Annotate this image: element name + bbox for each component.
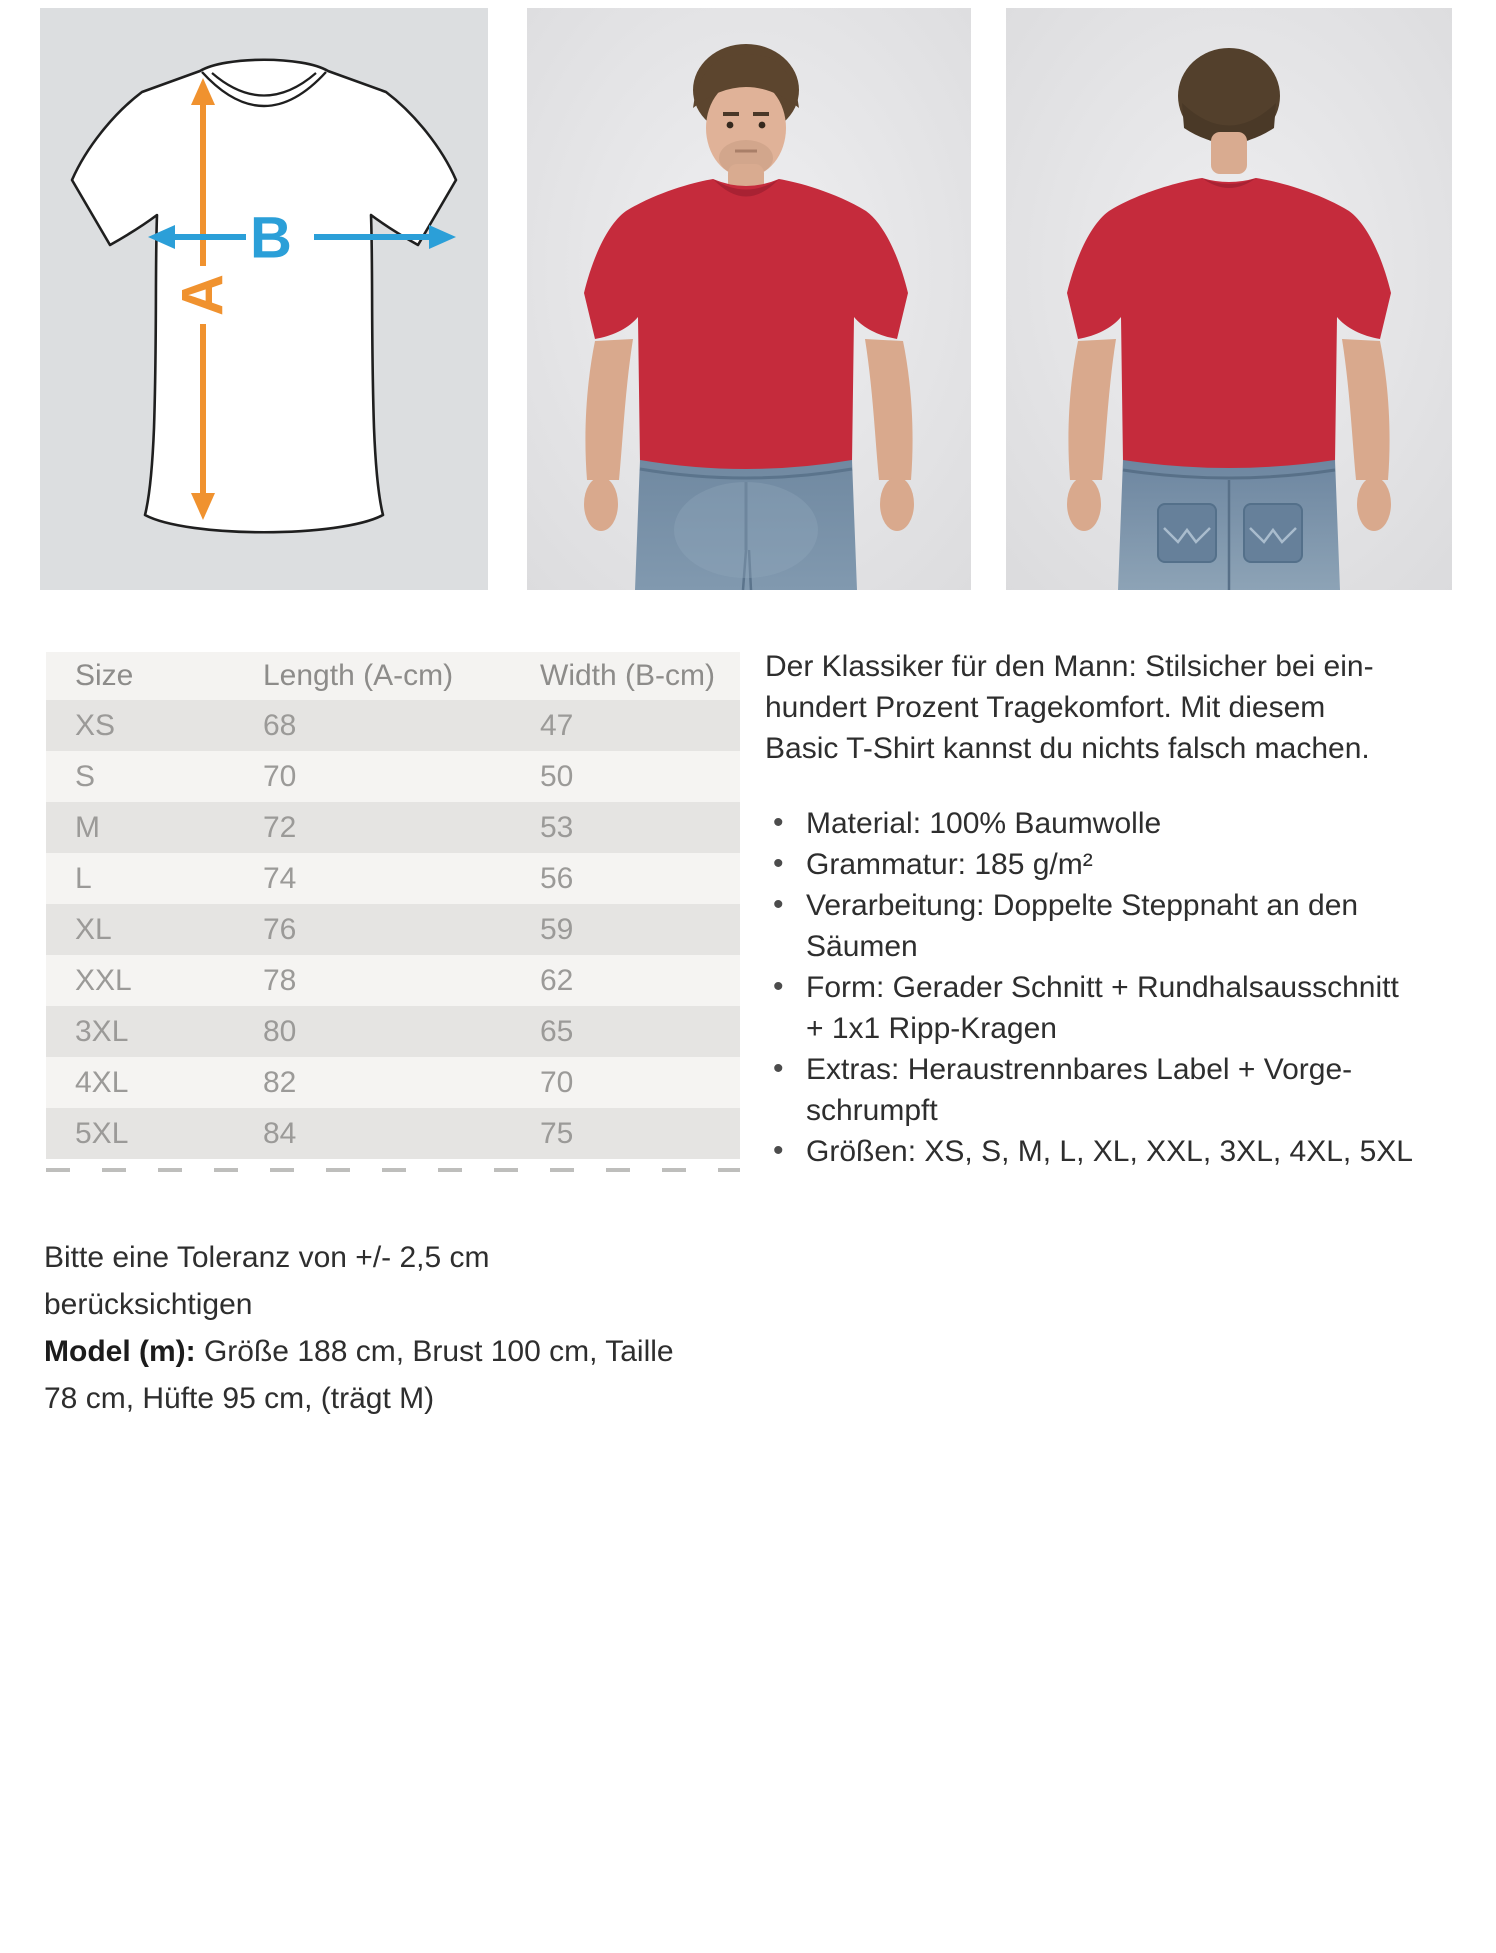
size-diagram-drawing [40, 8, 488, 590]
size-diagram [40, 8, 488, 590]
bullet-icon: • [773, 806, 784, 839]
measurement-notes [44, 1234, 684, 1422]
feature-form: • Form: Gerader Schnitt + Rundhalsausschnitt + 1x1 Ripp-Kragen [765, 967, 1415, 1049]
table-row-s: S 70 50 [46, 751, 740, 802]
description-intro [765, 646, 1415, 769]
feature-material: • Material: 100% Baumwolle [765, 803, 1415, 844]
label-b: B [250, 205, 292, 271]
jeans-pocket-right [1244, 504, 1302, 562]
table-row-5xl: 5XL 84 75 [46, 1108, 740, 1159]
bullet-icon: • [773, 970, 784, 1003]
feature-groessen: • Größen: XS, S, M, L, XL, XXL, 3XL, 4XL, 5XL [765, 1131, 1415, 1172]
table-row-xs: XS 68 47 [46, 700, 740, 751]
size-table [46, 652, 740, 1159]
bullet-icon: • [773, 1052, 784, 1085]
bullet-icon: • [773, 1134, 784, 1167]
feature-list [765, 803, 1415, 1172]
bullet-icon: • [773, 847, 784, 880]
table-row-3xl: 3XL 80 65 [46, 1006, 740, 1057]
table-row-4xl: 4XL 82 70 [46, 1057, 740, 1108]
jeans-pocket-left [1158, 504, 1216, 562]
table-row-xl: XL 76 59 [46, 904, 740, 955]
product-description [765, 646, 1415, 1172]
feature-grammatur: • Grammatur: 185 g/m² [765, 844, 1415, 885]
model-info-line-2: 78 cm, Hüfte 95 cm, (trägt M) [44, 1382, 435, 1415]
table-row-l: L 74 56 [46, 853, 740, 904]
tshirt-outline [72, 60, 456, 533]
feature-verarbeitung: • Verarbeitung: Doppelte Steppnaht an den Säumen [765, 885, 1415, 967]
table-row-m: M 72 53 [46, 802, 740, 853]
table-row-xxl: XXL 78 62 [46, 955, 740, 1006]
feature-extras: • Extras: Heraustrennbares Label + Vorge- schrumpft [765, 1049, 1415, 1131]
tolerance-note: Bitte eine Toleranz von +/- 2,5 cm berücksichtigen [44, 1241, 490, 1321]
intro-line: Der Klassiker für den Mann: Stilsicher bei ein- [765, 650, 1374, 683]
column-header-size: Size [75, 659, 134, 692]
column-header-width: Width (B-cm) [540, 659, 715, 692]
intro-line: Basic T-Shirt kannst du nichts falsch machen. [765, 732, 1370, 765]
bullet-icon: • [773, 888, 784, 921]
column-header-length: Length (A-cm) [263, 659, 454, 692]
size-table-body [46, 700, 740, 1159]
size-table-header-row [46, 652, 740, 700]
label-a: A [170, 274, 236, 316]
model-front-photo [527, 8, 971, 590]
model-info-line-1: Model (m): Größe 188 cm, Brust 100 cm, Taille [44, 1335, 674, 1368]
model-label: Model (m): [44, 1335, 196, 1368]
clipped-text-sliver [46, 1168, 740, 1172]
intro-line: hundert Prozent Tragekomfort. Mit diesem [765, 691, 1326, 724]
model-back-photo [1006, 8, 1452, 590]
